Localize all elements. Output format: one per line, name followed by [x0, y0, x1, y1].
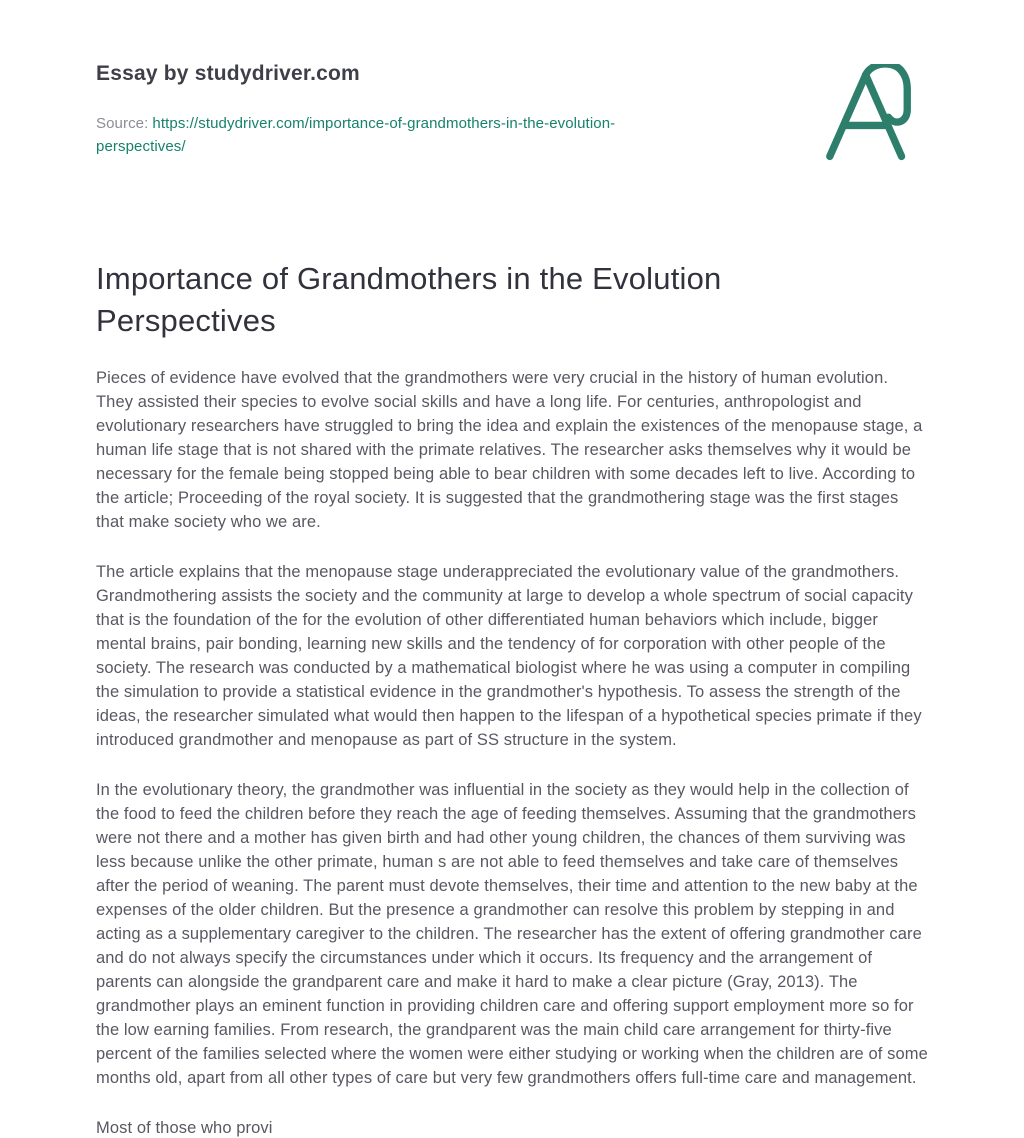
source-label: Source: [96, 115, 149, 132]
source-line [96, 112, 696, 158]
header-left [96, 62, 696, 158]
essay-paragraph-3: In the evolutionary theory, the grandmother was influential in the society as they would help in the collection of the food to feed the children before they reach the age of feeding themselves. Assuming that the grandmothers were not there and a mother has given birth and had other young children, the chances of them surviving was less because unlike the other primate, human s are not able to feed themselves and take care of themselves after the period of weaning. The parent must devote themselves, their time and attention to the new baby at the expenses of the older children. But the presence a grandmother can resolve this problem by stepping in and acting as a supplementary caregiver to the children. The researcher has the extent of offering grandmother care and do not always specify the circumstances under which it occurs. Its frequency and the arrangement of parents can alongside the grandparent care and make it hard to make a clear picture (Gray, 2013). The grandmother plays an eminent function in providing children care and offering support employment more so for the low earning families. From research, the grandparent was the main child care arrangement for thirty-five percent of the families selected where the women were either studying or working when the children are of some months old, apart from all other types of care but very few grandmothers offers full-time care and management. [96, 781, 928, 1087]
source-link[interactable]: https://studydriver.com/importance-of-grandmothers-in-the-evolution-perspectives/ [96, 115, 616, 155]
document-header [96, 62, 928, 164]
essay-body [96, 366, 928, 1138]
essay-paragraph-1: Pieces of evidence have evolved that the grandmothers were very crucial in the history of human evolution. They assisted their species to evolve social skills and have a long life. For centuries, anthropologist and evolutionary researchers have struggled to bring the idea and explain the existences of the menopause stage, a human life stage that is not shared with the primate relatives. The researcher asks themselves why it would be necessary for the female being stopped being able to bear children with some decades left to live. According to the article; Proceeding of the royal society. It is suggested that the grandmothering stage was the first stages that make society who we are. [96, 369, 923, 531]
byline: Essay by studydriver.com [96, 62, 360, 85]
essay-title: Importance of Grandmothers in the Evolution Perspectives [96, 261, 722, 338]
essay-paragraph-2: The article explains that the menopause stage underappreciated the evolutionary value of the grandmothers. Grandmothering assists the society and the community at large to develop a whole spectrum of social capacity that is the foundation of the for the evolution of other differentiated human behaviors which include, bigger mental brains, pair bonding, learning new skills and the tendency of for corporation with other people of the society. The research was conducted by a mathematical biologist where he was using a computer in compiling the simulation to provide a statistical evidence in the grandmother's hypothesis. To assess the strength of the ideas, the researcher simulated what would then happen to the lifespan of a hypothetical species primate if they introduced grandmother and menopause as part of SS structure in the system. [96, 563, 922, 749]
essay-paragraph-4: Most of those who provi [96, 1119, 273, 1137]
studydriver-logo-icon [820, 64, 926, 164]
